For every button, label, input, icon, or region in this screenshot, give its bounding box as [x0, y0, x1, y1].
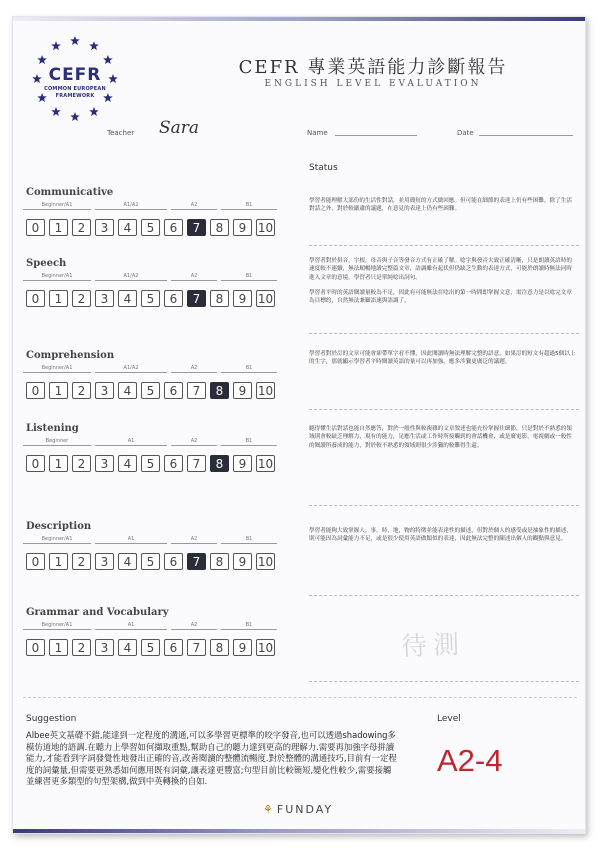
- score-box[interactable]: 5: [141, 553, 160, 570]
- status-text: 學習者能夠大致掌握人，事，時，地，物的特徵並能表達性的描述，但對於個人的感受或是抽象性的描述，則可能因為詞彙能力不足，或是很少使用英語做類似的表達，因此無法完整的陳述出個人的觀點與意見。: [309, 528, 572, 543]
- logo-star-icon: [37, 55, 47, 64]
- logo-sub-line2: FRAMEWORK: [55, 93, 95, 99]
- level-marker: [23, 273, 91, 281]
- score-box[interactable]: 8: [210, 219, 229, 236]
- report-subtitle: ENGLISH LEVEL EVALUATION: [264, 79, 482, 89]
- level-marker: [171, 622, 217, 630]
- level-marker: [221, 622, 277, 630]
- score-box[interactable]: 7: [187, 455, 206, 472]
- score-box[interactable]: 3: [95, 553, 114, 570]
- score-box[interactable]: 0: [26, 639, 45, 656]
- status-title: Status: [309, 163, 338, 173]
- status-separator: [309, 505, 579, 506]
- level-marker: [95, 438, 167, 446]
- level-marker-label: A2: [190, 273, 198, 279]
- logo-star-icon: [103, 55, 113, 64]
- status-text: 聽得懂生活對話也能自然應答，對於一般性與較複雜的文章敘述也能充份掌握住細節，只是對於不熟悉的領域則會較缺乏理解力，現有的能力，足應生活或工作時所接觸到的會話機會，或是廣電影，電視劇或一般性的閱讀所養成的能力，對於較不熟悉的領域則很少涉獵的較難得生還。: [309, 426, 572, 449]
- score-box[interactable]: 8: [210, 382, 229, 399]
- score-box[interactable]: 9: [233, 553, 252, 570]
- section-title: Speech: [26, 258, 67, 269]
- level-marker: [171, 273, 217, 281]
- logo-star-icon: [51, 107, 61, 116]
- score-box[interactable]: 3: [95, 455, 114, 472]
- pending-watermark: 待測: [400, 629, 466, 663]
- score-box[interactable]: 2: [72, 382, 91, 399]
- status-separator: [309, 409, 579, 410]
- level-marker-label: B1: [245, 438, 253, 444]
- logo-star-icon: [70, 112, 80, 121]
- status-text: 學習者能理解大部份的生活性對話，並用簡短的方式做回應。但可能在細節的表達上仍有些困難，除了生活對話之外，對於較嚴肅的議題，在意見的表達上仍有些困難。: [309, 198, 572, 213]
- score-box[interactable]: 0: [26, 219, 45, 236]
- level-scale: [23, 536, 281, 548]
- level-marker-label: A1: [127, 622, 135, 628]
- logo-star-icon: [51, 41, 61, 50]
- level-marker-label: Beginner/A1: [41, 622, 73, 628]
- score-box[interactable]: 0: [26, 382, 45, 399]
- score-box[interactable]: 7: [187, 290, 206, 307]
- score-box[interactable]: 7: [187, 382, 206, 399]
- level-marker: [23, 438, 91, 446]
- suggestion-separator: [23, 697, 577, 698]
- status-separator: [309, 595, 579, 596]
- score-box[interactable]: 2: [72, 455, 91, 472]
- score-box[interactable]: 4: [118, 382, 137, 399]
- score-box[interactable]: 1: [49, 455, 68, 472]
- level-marker: [221, 438, 277, 446]
- suggestion-text: Albee英文基礎不錯,能達到一定程度的溝通,可以多學習更標準的咬字發音,也可以透過shadowing多模仿道地的語調.在聽力上學習如何擷取重點,幫助自己的聽力達到更高的理解力.需要再加強字母拼讀能力,才能看到字詞發覺性地發出正確的音,改善閱讀的整體流暢度.對於整體的溝通技巧,目前有一定程度的詞彙量,但需要更熟悉如何應用既有詞彙,讓表達更豐富;句型目前比較簡短,變化性較少,需要接觸並練習更多類型的句型架構,做到中英轉換的自如.: [26, 730, 397, 787]
- funday-icon: ⚘: [263, 803, 275, 816]
- score-box[interactable]: 10: [257, 554, 274, 569]
- score-selector: [26, 639, 275, 656]
- level-marker: [23, 202, 91, 210]
- section-title: Comprehension: [26, 350, 115, 361]
- score-box[interactable]: 6: [164, 455, 183, 472]
- status-separator: [309, 245, 579, 246]
- level-marker-label: A2: [190, 438, 198, 444]
- score-box[interactable]: 5: [141, 290, 160, 307]
- score-box[interactable]: 2: [72, 290, 91, 307]
- level-marker-label: B1: [245, 273, 253, 279]
- score-box[interactable]: 4: [118, 455, 137, 472]
- score-box[interactable]: 9: [233, 219, 252, 236]
- status-text: 學習者對於訂的文章可能會卻帶單字看不懂，因此閱讀時無法理解完整的語意。如果訂的短文有超過5個以上的生字，那就顯示學習者平時閱讀英語的量可以再加強，應多涉獵更廣泛的議題。: [309, 351, 576, 366]
- level-marker: [95, 365, 167, 373]
- level-marker-label: Beginner/A1: [41, 536, 73, 542]
- score-box[interactable]: 9: [233, 455, 252, 472]
- status-separator: [309, 333, 579, 334]
- level-marker-label: Beginner: [45, 438, 69, 444]
- bottom-accent-bar: [13, 829, 585, 833]
- score-box[interactable]: 4: [118, 553, 137, 570]
- score-box[interactable]: 1: [49, 382, 68, 399]
- level-marker: [23, 536, 91, 544]
- level-marker: [95, 536, 167, 544]
- teacher-label: Teacher: [107, 129, 135, 137]
- level-marker: [221, 536, 277, 544]
- level-marker: [171, 536, 217, 544]
- score-box[interactable]: 5: [141, 219, 160, 236]
- level-marker: [95, 622, 167, 630]
- level-marker-label: A1: [127, 536, 135, 542]
- status-separator: [309, 681, 579, 682]
- level-marker-label: A2: [190, 536, 198, 542]
- logo-star-icon: [70, 36, 80, 45]
- score-box[interactable]: 6: [164, 382, 183, 399]
- score-box[interactable]: 0: [26, 553, 45, 570]
- score-box[interactable]: 6: [164, 219, 183, 236]
- score-box[interactable]: 6: [164, 553, 183, 570]
- score-box[interactable]: 5: [141, 455, 160, 472]
- report-paper: [12, 16, 586, 834]
- logo-cefr-text: CEFR: [48, 65, 102, 85]
- score-box[interactable]: 7: [187, 219, 206, 236]
- score-box[interactable]: 1: [49, 219, 68, 236]
- score-box[interactable]: 8: [210, 639, 229, 656]
- status-text-extra: 學習者平時的英語閱讀量較為不足，因此有可能無法在唸出的第一時間即掌握文意，需注意力是以唸完文章為目標的，自然無法兼顧語速與語調了。: [309, 290, 572, 305]
- score-box[interactable]: 0: [26, 455, 45, 472]
- level-marker-label: A2: [190, 365, 198, 371]
- score-selector: [26, 219, 275, 236]
- level-marker: [171, 202, 217, 210]
- level-marker-label: Beginner/A1: [41, 273, 73, 279]
- score-box[interactable]: 10: [257, 456, 274, 471]
- level-marker-label: A1/A2: [123, 365, 139, 371]
- score-box[interactable]: 10: [257, 383, 274, 398]
- score-selector: [26, 455, 275, 472]
- section-title: Communicative: [26, 187, 114, 198]
- top-accent-bar: [13, 17, 585, 21]
- level-marker: [171, 438, 217, 446]
- level-marker-label: A2: [190, 202, 198, 208]
- score-box[interactable]: 1: [49, 639, 68, 656]
- score-box[interactable]: 2: [72, 219, 91, 236]
- score-box[interactable]: 4: [118, 639, 137, 656]
- logo-star-icon: [89, 107, 99, 116]
- section-title: Grammar and Vocabulary: [26, 607, 169, 618]
- score-box[interactable]: 1: [49, 553, 68, 570]
- level-marker: [23, 622, 91, 630]
- score-box[interactable]: 3: [95, 290, 114, 307]
- level-marker-label: B1: [245, 536, 253, 542]
- score-box[interactable]: 5: [141, 382, 160, 399]
- name-label: Name: [307, 129, 328, 137]
- level-scale: [23, 622, 281, 634]
- score-box[interactable]: 9: [233, 639, 252, 656]
- level-marker: [221, 365, 277, 373]
- logo-sub-line1: COMMON EUROPEAN: [44, 86, 106, 92]
- score-box[interactable]: 4: [118, 290, 137, 307]
- score-box[interactable]: 9: [233, 290, 252, 307]
- score-box[interactable]: 2: [72, 553, 91, 570]
- section-title: Description: [26, 521, 92, 532]
- level-marker-label: A2: [190, 622, 198, 628]
- score-box[interactable]: 8: [210, 455, 229, 472]
- score-selector: [26, 290, 275, 307]
- score-box[interactable]: 5: [141, 639, 160, 656]
- brand-name: FUNDAY: [276, 803, 334, 816]
- score-box[interactable]: 10: [257, 220, 274, 235]
- level-marker-label: B1: [245, 622, 253, 628]
- report-title: CEFR 專業英語能力診斷報告: [238, 57, 508, 78]
- score-box[interactable]: 3: [95, 382, 114, 399]
- name-field-line[interactable]: [335, 135, 417, 136]
- score-box[interactable]: 10: [257, 291, 274, 306]
- level-marker-label: B1: [245, 202, 253, 208]
- level-title: Level: [437, 714, 461, 724]
- teacher-name: Sara: [159, 118, 200, 138]
- date-label: Date: [457, 129, 474, 137]
- score-box[interactable]: 9: [233, 382, 252, 399]
- level-marker-label: Beginner/A1: [41, 202, 73, 208]
- level-scale: [23, 365, 281, 377]
- score-box[interactable]: 8: [210, 290, 229, 307]
- score-box[interactable]: 4: [118, 219, 137, 236]
- score-box[interactable]: 3: [95, 219, 114, 236]
- score-box[interactable]: 7: [187, 639, 206, 656]
- level-scale: [23, 273, 281, 285]
- level-marker: [221, 202, 277, 210]
- level-marker-label: A1/A2: [123, 273, 139, 279]
- level-marker: [95, 202, 167, 210]
- score-selector: [26, 553, 275, 570]
- suggestion-title: Suggestion: [26, 714, 77, 724]
- level-marker-label: A1: [127, 438, 135, 444]
- funday-brand: [263, 803, 333, 816]
- logo-star-icon: [89, 41, 99, 50]
- score-box[interactable]: 8: [210, 553, 229, 570]
- level-marker-label: A1/A2: [123, 202, 139, 208]
- score-selector: [26, 382, 275, 399]
- score-box[interactable]: 0: [26, 290, 45, 307]
- level-marker: [95, 273, 167, 281]
- level-scale: [23, 202, 281, 214]
- level-marker: [221, 273, 277, 281]
- level-marker-label: Beginner/A1: [41, 365, 73, 371]
- level-marker: [171, 365, 217, 373]
- score-box[interactable]: 2: [72, 639, 91, 656]
- score-box[interactable]: 6: [164, 639, 183, 656]
- date-field-line[interactable]: [479, 135, 573, 136]
- section-title: Listening: [26, 423, 79, 434]
- level-marker: [23, 365, 91, 373]
- level-marker-label: B1: [245, 365, 253, 371]
- cefr-logo: [27, 31, 123, 127]
- status-text: 學習者對於拼音，字根，母音與子音等發音方式有正確了解。唸字與發音大致正確清晰，只是朗讀英語時的速度較不連續，無法順暢地讀完整篇文章，語調雖有起伏但仍缺乏生動的表達方式，可能於朗讀時無法同時進入文章的意境。學習者只是單純唸出詞句。: [309, 258, 572, 281]
- score-box[interactable]: 10: [257, 640, 274, 655]
- score-box[interactable]: 6: [164, 290, 183, 307]
- level-value: A2-4: [437, 743, 503, 778]
- level-scale: [23, 438, 281, 450]
- score-box[interactable]: 3: [95, 639, 114, 656]
- score-box[interactable]: 1: [49, 290, 68, 307]
- score-box[interactable]: 7: [187, 553, 206, 570]
